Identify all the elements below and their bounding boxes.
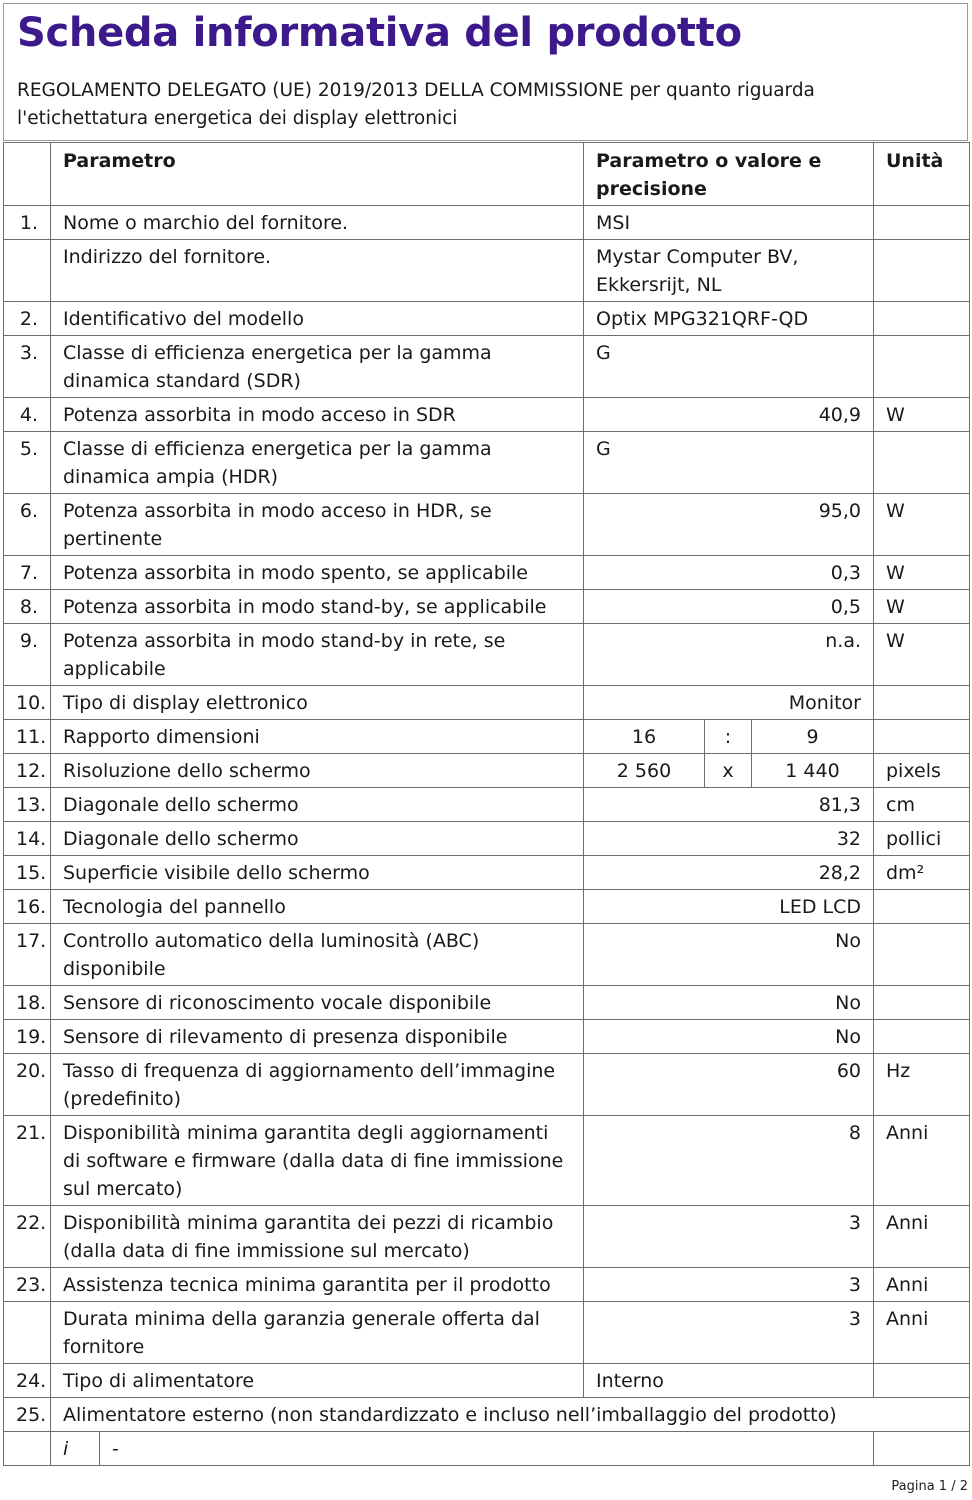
row-unit: W [874,398,970,432]
table-row [4,1054,970,1116]
row-parameter: Assistenza tecnica minima garantita per il prodotto [51,1268,584,1302]
row-number: 1. [4,206,51,240]
table-row [4,1364,970,1398]
row-unit: dm² [874,856,970,890]
row-number: 9. [4,624,51,686]
row-unit: Anni [874,1302,970,1364]
row-parameter: Diagonale dello schermo [51,822,584,856]
row-unit: Anni [874,1206,970,1268]
row-parameter: Sensore di riconoscimento vocale disponibile [51,986,584,1020]
header-num-cell [4,143,51,206]
row-value: No [584,924,874,986]
table-row [4,1206,970,1268]
row-parameter: Controllo automatico della luminosità (ABC) disponibile [51,924,584,986]
row-unit [874,686,970,720]
row-parameter: Tipo di display elettronico [51,686,584,720]
row-unit [874,432,970,494]
row-unit: pollici [874,822,970,856]
row-parameter: Risoluzione dello schermo [51,754,584,788]
sub-row-value: - [100,1432,874,1466]
product-info-table [3,142,970,1466]
table-row [4,556,970,590]
row-number: 25. [4,1398,51,1432]
row-unit [874,1364,970,1398]
row-number: 13. [4,788,51,822]
row-parameter: Diagonale dello schermo [51,788,584,822]
table-row [4,494,970,556]
row-value: 32 [584,822,874,856]
row-parameter: Potenza assorbita in modo stand-by in rete, se applicabile [51,624,584,686]
row-number: 8. [4,590,51,624]
row-value-2: 9 [752,720,874,754]
row-parameter: Potenza assorbita in modo acceso in SDR [51,398,584,432]
row-number: 16. [4,890,51,924]
row-unit: W [874,590,970,624]
row-value-separator: x [705,754,752,788]
row-unit: W [874,624,970,686]
table-row [4,398,970,432]
row-parameter: Durata minima della garanzia generale offerta dal fornitore [51,1302,584,1364]
table-row [4,1020,970,1054]
table-row [4,856,970,890]
row-number: 17. [4,924,51,986]
table-row [4,720,970,754]
row-unit [874,890,970,924]
row-value: G [584,432,874,494]
row-value: No [584,1020,874,1054]
table-row [4,890,970,924]
row-number: 12. [4,754,51,788]
row-parameter: Classe di efficienza energetica per la gamma dinamica standard (SDR) [51,336,584,398]
sub-row-unit [874,1432,970,1466]
row-parameter: Classe di efficienza energetica per la gamma dinamica ampia (HDR) [51,432,584,494]
row-number: 3. [4,336,51,398]
row-number-empty [4,1432,51,1466]
row-value: G [584,336,874,398]
row-parameter: Disponibilità minima garantita dei pezzi di ricambio (dalla data di fine immissione sul mercato) [51,1206,584,1268]
row-value: n.a. [584,624,874,686]
row-number: 11. [4,720,51,754]
row-number: 6. [4,494,51,556]
row-unit: pixels [874,754,970,788]
header-row [4,143,970,206]
row-number: 5. [4,432,51,494]
row-value-2: 1 440 [752,754,874,788]
row-unit: Hz [874,1054,970,1116]
regulation-subtitle: REGOLAMENTO DELEGATO (UE) 2019/2013 DELLA COMMISSIONE per quanto riguarda l'etichettatura energetica dei display elettronici [17,80,815,129]
table-row [4,1302,970,1364]
table-row [4,1432,970,1466]
row-value: LED LCD [584,890,874,924]
row-value: No [584,986,874,1020]
row-parameter: Potenza assorbita in modo acceso in HDR, se pertinente [51,494,584,556]
row-unit [874,1020,970,1054]
row-number: 19. [4,1020,51,1054]
row-value: 81,3 [584,788,874,822]
row-value: 0,5 [584,590,874,624]
row-value: 3 [584,1302,874,1364]
table-row [4,986,970,1020]
row-value: Optix MPG321QRF-QD [584,302,874,336]
row-parameter: Identificativo del modello [51,302,584,336]
row-value: 3 [584,1268,874,1302]
table-row [4,822,970,856]
row-number: 21. [4,1116,51,1206]
row-value: 28,2 [584,856,874,890]
row-parameter: Rapporto dimensioni [51,720,584,754]
row-unit [874,206,970,240]
row-value: 0,3 [584,556,874,590]
row-unit: Anni [874,1268,970,1302]
table-row [4,788,970,822]
table-row [4,1398,970,1432]
row-parameter: Indirizzo del fornitore. [51,240,584,302]
row-value: 60 [584,1054,874,1116]
header-value: Parametro o valore e precisione [584,143,874,206]
sub-row-label: i [51,1432,100,1466]
row-unit: W [874,494,970,556]
row-number: 4. [4,398,51,432]
table-row [4,1116,970,1206]
row-parameter: Tecnologia del pannello [51,890,584,924]
row-number: 24. [4,1364,51,1398]
row-unit: W [874,556,970,590]
row-value: Monitor [584,686,874,720]
table-row [4,754,970,788]
row-parameter: Tasso di frequenza di aggiornamento dell’immagine (predefinito) [51,1054,584,1116]
row-unit [874,240,970,302]
row-unit: Anni [874,1116,970,1206]
row-value: 95,0 [584,494,874,556]
row-parameter: Potenza assorbita in modo stand-by, se applicabile [51,590,584,624]
row-number: 22. [4,1206,51,1268]
row-parameter: Potenza assorbita in modo spento, se applicabile [51,556,584,590]
table-row [4,240,970,302]
table-row [4,1268,970,1302]
row-parameter: Superficie visibile dello schermo [51,856,584,890]
row-number: 18. [4,986,51,1020]
row-number: 20. [4,1054,51,1116]
row-number [4,240,51,302]
table-row [4,624,970,686]
table-row [4,686,970,720]
row-unit [874,924,970,986]
row-unit [874,336,970,398]
row-number [4,1302,51,1364]
row-unit: cm [874,788,970,822]
row-unit [874,986,970,1020]
table-row [4,206,970,240]
header-unit: Unità [874,143,970,206]
row-parameter: Alimentatore esterno (non standardizzato e incluso nell’imballaggio del prodotto) [51,1398,970,1432]
row-value: 3 [584,1206,874,1268]
row-number: 10. [4,686,51,720]
table-row [4,302,970,336]
row-parameter: Disponibilità minima garantita degli aggiornamenti di software e firmware (dalla data di fine immissione sul mercato) [51,1116,584,1206]
table-row [4,432,970,494]
row-value-separator: : [705,720,752,754]
row-number: 2. [4,302,51,336]
row-value: Mystar Computer BV, Ekkersrijt, NL [584,240,874,302]
page-title: Scheda informativa del prodotto [17,10,742,56]
row-value-1: 2 560 [584,754,705,788]
row-value: 8 [584,1116,874,1206]
page-number: Pagina 1 / 2 [891,1479,968,1494]
row-unit [874,302,970,336]
row-parameter: Tipo di alimentatore [51,1364,584,1398]
row-unit [874,720,970,754]
row-value-1: 16 [584,720,705,754]
header-param: Parametro [51,143,584,206]
row-parameter: Nome o marchio del fornitore. [51,206,584,240]
table-row [4,336,970,398]
row-value: MSI [584,206,874,240]
row-value: Interno [584,1364,874,1398]
row-value: 40,9 [584,398,874,432]
table-row [4,924,970,986]
table-body [4,143,970,1466]
row-parameter: Sensore di rilevamento di presenza disponibile [51,1020,584,1054]
table-row [4,590,970,624]
row-number: 14. [4,822,51,856]
row-number: 7. [4,556,51,590]
header-box [3,3,968,141]
row-number: 15. [4,856,51,890]
row-number: 23. [4,1268,51,1302]
